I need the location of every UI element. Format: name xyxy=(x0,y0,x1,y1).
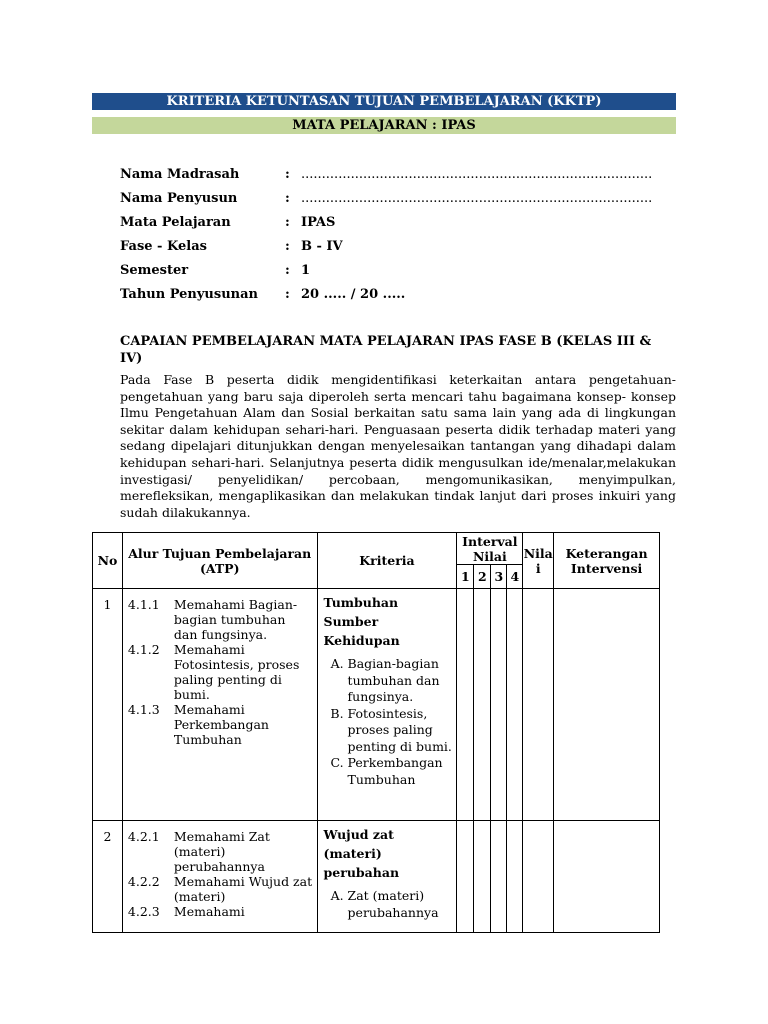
table-row xyxy=(93,589,660,821)
atp-text: Memahami xyxy=(173,904,245,919)
kriteria-list xyxy=(318,656,457,788)
info-value: IPAS xyxy=(301,215,336,230)
cell-interval-1[interactable] xyxy=(457,589,474,821)
info-row-mapel xyxy=(120,211,652,235)
header-no: No xyxy=(93,533,123,589)
kktp-table xyxy=(92,532,660,933)
document-title: KRITERIA KETUNTASAN TUJUAN PEMBELAJARAN (KKTP) xyxy=(92,93,676,110)
kriteria-list xyxy=(318,888,457,921)
atp-text: Memahami Zat (materi) perubahannya xyxy=(173,829,270,874)
info-label: Semester xyxy=(120,263,189,278)
info-value: B - IV xyxy=(301,239,343,254)
info-colon: : xyxy=(285,263,290,278)
atp-item xyxy=(128,904,313,919)
kriteria-item: A. Bagian-bagian tumbuhan dan fungsinya. xyxy=(348,656,457,706)
atp-item xyxy=(128,829,313,874)
kriteria-title: Wujud zat (materi) perubahan xyxy=(323,827,400,880)
row-kriteria xyxy=(317,821,457,933)
info-row-penyusun xyxy=(120,187,652,211)
atp-code: 4.2.2 xyxy=(127,874,160,889)
cell-interval-4[interactable] xyxy=(507,821,523,933)
info-colon: : xyxy=(285,215,290,230)
row-no: 2 xyxy=(93,821,123,933)
atp-code: 4.2.3 xyxy=(127,904,160,919)
header-interval-4: 4 xyxy=(507,565,523,589)
cell-interval-2[interactable] xyxy=(474,821,491,933)
info-colon: : xyxy=(285,167,290,182)
atp-item xyxy=(128,642,313,702)
header-nilai: Nilai xyxy=(523,533,554,589)
header-interval-1: 1 xyxy=(457,565,474,589)
info-label: Nama Madrasah xyxy=(120,167,240,182)
header-interval: Interval Nilai xyxy=(457,533,523,565)
atp-text: Memahami Perkembangan Tumbuhan xyxy=(173,702,269,747)
cell-nilai[interactable] xyxy=(523,589,554,821)
row-atp xyxy=(122,589,317,821)
info-label: Fase - Kelas xyxy=(120,239,207,254)
info-colon: : xyxy=(285,239,290,254)
table-header-row xyxy=(93,533,660,565)
cell-interval-3[interactable] xyxy=(491,589,507,821)
row-atp xyxy=(122,821,317,933)
atp-item xyxy=(128,874,313,904)
info-value: ..................................................................................... xyxy=(301,167,653,182)
info-row-madrasah xyxy=(120,163,652,187)
cell-interval-2[interactable] xyxy=(474,589,491,821)
header-keterangan: Keterangan Intervensi xyxy=(554,533,660,589)
capaian-body: Pada Fase B peserta didik mengidentifikasi keterkaitan antara pengetahuan- pengetahuan yang baru saja diperoleh serta mencari tahu bagaimana konsep- konsep Ilmu Pengetahuan Alam dan Sosial berkaitan satu sama lain yang ada di lingkungan sekitar dalam kehidupan sehari-hari. Penguasaan peserta didik terhadap materi yang sedang dipelajari ditunjukkan dengan menyelesaikan tantangan yang dihadapi dalam kehidupan sehari-hari. Selanjutnya peserta didik mengusulkan ide/menalar,melakukan investigasi/ penyelidikan/ percobaan, mengomunikasikan, menyimpulkan, merefleksikan, mengaplikasikan dan melakukan tindak lanjut dari proses inkuiri yang sudah dilakukannya. xyxy=(120,372,676,520)
table-row xyxy=(93,821,660,933)
cell-interval-3[interactable] xyxy=(491,821,507,933)
info-colon: : xyxy=(285,191,290,206)
info-row-fase xyxy=(120,235,652,259)
header-interval-3: 3 xyxy=(491,565,507,589)
info-value: 20 ..... / 20 ..... xyxy=(301,287,406,302)
cell-keterangan[interactable] xyxy=(554,821,660,933)
kriteria-item: C. Perkembangan Tumbuhan xyxy=(348,755,457,788)
subject-bar: MATA PELAJARAN : IPAS xyxy=(92,117,676,134)
row-kriteria xyxy=(317,589,457,821)
kriteria-item: B. Fotosintesis, proses paling penting di bumi. xyxy=(348,706,457,756)
atp-text: Memahami Wujud zat (materi) xyxy=(173,874,313,904)
atp-item xyxy=(128,597,313,642)
atp-code: 4.1.2 xyxy=(127,642,160,657)
atp-text: Memahami Bagian-bagian tumbuhan dan fungsinya. xyxy=(173,597,298,642)
atp-code: 4.1.1 xyxy=(127,597,160,612)
cell-interval-4[interactable] xyxy=(507,589,523,821)
info-colon: : xyxy=(285,287,290,302)
kriteria-item: A. Zat (materi) perubahannya xyxy=(348,888,457,921)
info-label: Tahun Penyusunan xyxy=(120,287,258,302)
info-row-semester xyxy=(120,259,652,283)
header-atp: Alur Tujuan Pembelajaran (ATP) xyxy=(122,533,317,589)
atp-code: 4.2.1 xyxy=(127,829,160,844)
row-no: 1 xyxy=(93,589,123,821)
header-interval-2: 2 xyxy=(474,565,491,589)
cell-nilai[interactable] xyxy=(523,821,554,933)
atp-item xyxy=(128,702,313,747)
info-value: ..................................................................................... xyxy=(301,191,653,206)
cell-interval-1[interactable] xyxy=(457,821,474,933)
capaian-title: CAPAIAN PEMBELAJARAN MATA PELAJARAN IPAS FASE B (KELAS III & IV) xyxy=(120,334,652,366)
header-kriteria: Kriteria xyxy=(317,533,457,589)
cell-keterangan[interactable] xyxy=(554,589,660,821)
atp-code: 4.1.3 xyxy=(127,702,160,717)
info-value: 1 xyxy=(301,263,311,278)
kriteria-title: Tumbuhan Sumber Kehidupan xyxy=(323,595,400,648)
atp-text: Memahami Fotosintesis, proses paling penting di bumi. xyxy=(173,642,300,702)
info-label: Mata Pelajaran xyxy=(120,215,231,230)
identity-block xyxy=(120,163,652,307)
info-row-tahun xyxy=(120,283,652,307)
info-label: Nama Penyusun xyxy=(120,191,238,206)
